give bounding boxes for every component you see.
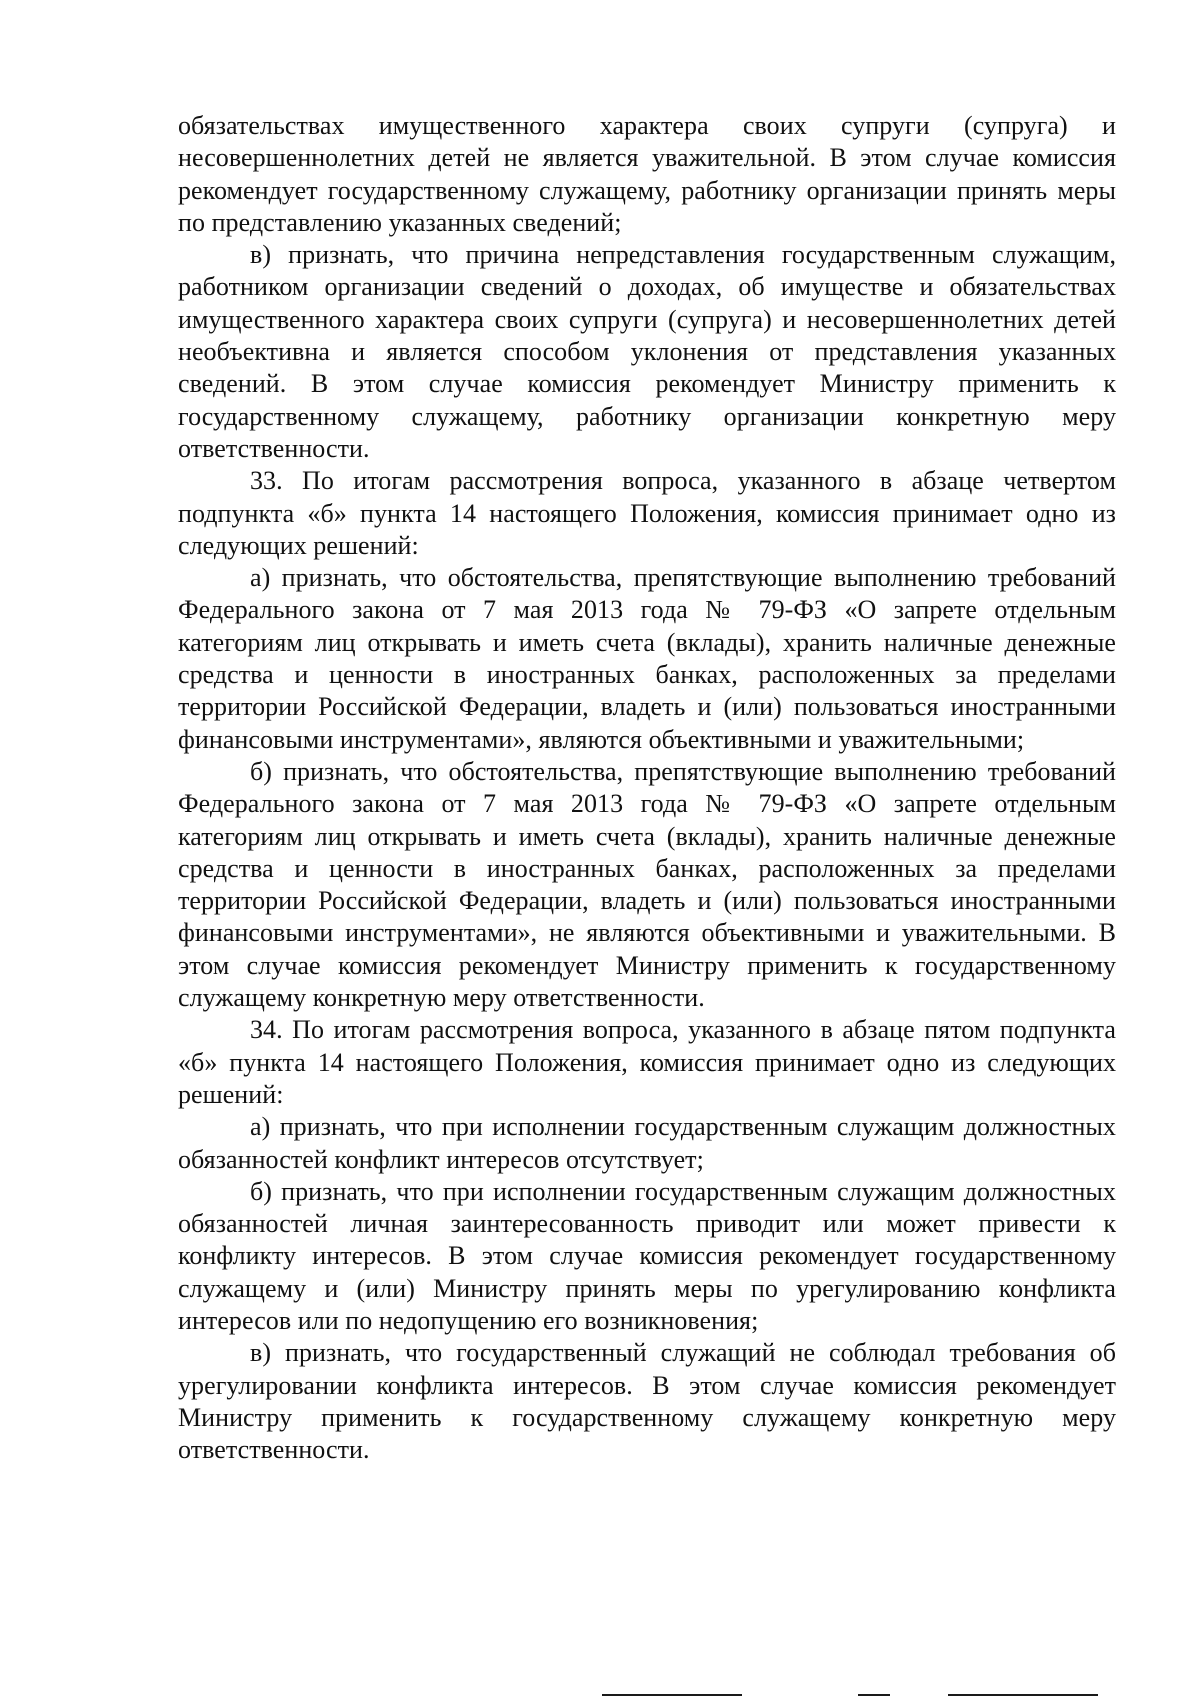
paragraph-clause-34-item-b: б) признать, что при исполнении государственным служащим должностных обязанностей личная заинтересованность приводит или может привести к конфликту интересов. В этом случае комиссия рекомендует государственному служащему и (или) Министру принять меры по урегулированию конфликта интересов или по недопущению его возникновения;: [178, 1176, 1116, 1335]
paragraph-item-v: в) признать, что причина непредставления государственным служащим, работником организации сведений о доходах, об имуществе и обязательствах имущественного характера своих супруги (супруга) и несовершеннолетних детей необъективна и является способом уклонения от представления указанных сведений. В этом случае комиссия рекомендует Министру применить к государственному служащему, работнику организации конкретную меру ответственности.: [178, 240, 1116, 463]
document-body: [178, 110, 1116, 1466]
paragraph-clause-33-item-b: б) признать, что обстоятельства, препятствующие выполнению требований Федерального закона от 7 мая 2013 года № 79-ФЗ «О запрете отдельным категориям лиц открывать и иметь счета (вклады), хранить наличные денежные средства и ценности в иностранных банках, расположенных за пределами территории Российской Федерации, владеть и (или) пользоваться иностранными финансовыми инструментами», не являются объективными и уважительными. В этом случае комиссия рекомендует Министру применить к государственному служащему конкретную меру ответственности.: [178, 756, 1116, 1013]
scan-artifact-line: [602, 1694, 742, 1696]
paragraph-clause-33: 33. По итогам рассмотрения вопроса, указанного в абзаце четвертом подпункта «б» пункта 14 настоящего Положения, комиссия принимает одно из следующих решений:: [178, 466, 1116, 560]
paragraph-clause-34-item-a: а) признать, что при исполнении государственным служащим должностных обязанностей конфликт интересов отсутствует;: [178, 1112, 1116, 1174]
paragraph-clause-33-item-a: а) признать, что обстоятельства, препятствующие выполнению требований Федерального закона от 7 мая 2013 года № 79-ФЗ «О запрете отдельным категориям лиц открывать и иметь счета (вклады), хранить наличные денежные средства и ценности в иностранных банках, расположенных за пределами территории Российской Федерации, владеть и (или) пользоваться иностранными финансовыми инструментами», являются объективными и уважительными;: [178, 563, 1116, 754]
paragraph-continuation: обязательствах имущественного характера своих супруги (супруга) и несовершеннолетних детей не является уважительной. В этом случае комиссия рекомендует государственному служащему, работнику организации принять меры по представлению указанных сведений;: [178, 111, 1116, 237]
paragraph-clause-34-item-v: в) признать, что государственный служащий не соблюдал требования об урегулировании конфликта интересов. В этом случае комиссия рекомендует Министру применить к государственному служащему конкретную меру ответственности.: [178, 1338, 1116, 1465]
scan-artifact-line: [948, 1694, 1098, 1696]
scan-artifact-line: [858, 1694, 890, 1696]
paragraph-clause-34: 34. По итогам рассмотрения вопроса, указанного в абзаце пятом подпункта «б» пункта 14 настоящего Положения, комиссия принимает одно из следующих решений:: [178, 1015, 1116, 1109]
